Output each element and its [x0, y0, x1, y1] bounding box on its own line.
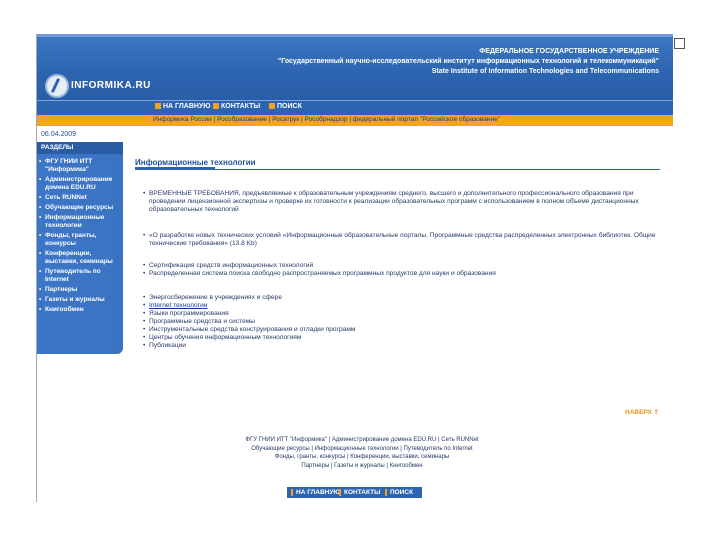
- bullet-icon: •: [143, 310, 146, 317]
- logo-text[interactable]: INFORMIKA.RU: [71, 80, 151, 91]
- sidebar-item-book-exchange[interactable]: • Книгообмен: [39, 306, 121, 314]
- current-date: 06.04.2009: [41, 131, 77, 138]
- header-topline: [37, 34, 673, 37]
- list-item[interactable]: [143, 294, 282, 302]
- nav-search-link[interactable]: [269, 103, 302, 110]
- sidebar-item-learning-resources[interactable]: • Обучающие ресурсы: [39, 204, 121, 212]
- bullet-icon: •: [143, 302, 146, 309]
- bullet-icon: •: [143, 318, 146, 325]
- up-arrow-icon: ⇑: [653, 409, 660, 416]
- bottom-nav-home[interactable]: НА ГЛАВНУЮ: [291, 489, 340, 496]
- sidebar-item-journals[interactable]: • Газеты и журналы: [39, 296, 121, 304]
- title-divider: [135, 169, 660, 170]
- list-item[interactable]: [143, 270, 659, 278]
- sidebar-menu: [39, 158, 121, 316]
- partner-links[interactable]: Информика России | Рособразование | Росатрук | Рособрнадзор | федеральный портал "Российское образование": [153, 116, 501, 123]
- logo-icon[interactable]: [45, 74, 69, 98]
- list-item-label: Сертификация средств информационных технологий: [149, 262, 314, 269]
- bottom-nav: [287, 487, 422, 498]
- sidebar-item-it[interactable]: • Информационные технологии: [39, 214, 121, 230]
- bullet-icon: •: [143, 270, 146, 277]
- sidebar-item-grants[interactable]: • Фонды, гранты, конкурсы: [39, 232, 121, 248]
- list-item-label: Энергосбережение в учреждениях и сфере: [149, 294, 282, 301]
- nav-home-label: НА ГЛАВНУЮ: [163, 103, 211, 110]
- sidebar-item-partners[interactable]: • Партнеры: [39, 286, 121, 294]
- sidebar-item-runnet[interactable]: • Сеть RUNNet: [39, 194, 121, 202]
- portal-spec-item: [143, 232, 659, 248]
- list-item[interactable]: [143, 326, 356, 334]
- nav-home-link[interactable]: [155, 103, 211, 110]
- bullet-icon: •: [143, 190, 146, 197]
- list-item-label: Распределенная система поиска свободно распространяемых программных продуктов для науки и образования: [149, 270, 496, 277]
- top-nav: [37, 100, 673, 115]
- list-item[interactable]: [143, 262, 314, 270]
- footer-line[interactable]: Партнеры | Газеты и журналы | Книгообмен: [301, 462, 423, 469]
- list-item[interactable]: [143, 318, 256, 326]
- sidebar: [37, 142, 123, 354]
- partner-links-bar: [37, 115, 673, 126]
- list-item[interactable]: [143, 302, 208, 310]
- home-icon: [155, 103, 161, 109]
- back-to-top-label: НАВЕРХ: [625, 409, 652, 416]
- contacts-icon: [213, 103, 219, 109]
- footer-line[interactable]: Обучающие ресурсы | Информационные технологии | Путеводитель по Internet: [251, 445, 473, 452]
- bullet-icon: •: [143, 262, 146, 269]
- list-item-label: Языки программирования: [149, 310, 229, 317]
- list-item[interactable]: [143, 310, 229, 318]
- list-item-label: Центры обучения информационным технологиям: [149, 334, 302, 341]
- sidebar-item-internet-guide[interactable]: • Путеводитель по Internet: [39, 268, 121, 284]
- sidebar-item-informika[interactable]: • ФГУ ГНИИ ИТТ "Информика": [39, 158, 121, 174]
- site-header: [37, 34, 673, 100]
- back-to-top-link[interactable]: [625, 408, 659, 416]
- scrollbar-box[interactable]: [674, 38, 685, 49]
- footer-line[interactable]: Фонды, гранты, конкурсы | Конференции, выставки, семинары: [274, 454, 450, 460]
- portal-spec-link[interactable]: «О разработке новых технических условий «Информационные образовательные порталы. Программные средства распределенных электронных библиотек. Общие технические требования» (13.8 Kb): [149, 232, 656, 248]
- requirements-item: [143, 190, 659, 215]
- nav-search-label: ПОИСК: [277, 103, 302, 110]
- page-frame: [36, 34, 673, 502]
- list-item-label: Internet технологии: [149, 302, 208, 309]
- list-item-label: Инструментальные средства конструирования и отладки программ: [149, 326, 356, 333]
- sidebar-item-edu-domain[interactable]: • Администрирование домена EDU.RU: [39, 176, 121, 192]
- org-name-line1: ФЕДЕРАЛЬНОЕ ГОСУДАРСТВЕННОЕ УЧРЕЖДЕНИЕ: [479, 48, 659, 55]
- bullet-icon: •: [143, 342, 146, 349]
- footer-line[interactable]: ФГУ ГНИИ ИТТ "Информика" | Администрирование домена EDU.RU | Сеть RUNNet: [245, 437, 479, 443]
- bottom-nav-search[interactable]: ПОИСК: [385, 489, 413, 496]
- bottom-nav-contacts[interactable]: КОНТАКТЫ: [339, 489, 380, 496]
- requirements-link[interactable]: ВРЕМЕННЫЕ ТРЕБОВАНИЯ, предъявляемые к образовательным учреждениям среднего, высшего и дополнительного профессионального образования при проведении лицензионной экспертизы и проверке их готовности к реализации образовательных программ с использованием в полном объеме дистанционных образовательных технологий: [149, 190, 639, 214]
- list-item-label: Программные средства и системы: [149, 318, 256, 325]
- bullet-icon: •: [143, 294, 146, 301]
- sidebar-item-conferences[interactable]: • Конференции, выставки, семинары: [39, 250, 121, 266]
- bullet-icon: •: [143, 232, 146, 239]
- bullet-icon: •: [143, 326, 146, 333]
- footer-links: [197, 436, 527, 470]
- list-item[interactable]: [143, 334, 302, 342]
- org-name-line3: State Institute of Information Technologies and Telecommunications: [431, 68, 659, 75]
- nav-contacts-label: КОНТАКТЫ: [221, 103, 261, 110]
- bullet-icon: •: [143, 334, 146, 341]
- org-name-line2: "Государственный научно-исследовательский институт информационных технологий и телекоммуникаций": [277, 58, 659, 65]
- nav-contacts-link[interactable]: [213, 103, 260, 110]
- list-item[interactable]: [143, 342, 186, 350]
- sidebar-title: РАЗДЕЛЫ: [37, 142, 123, 154]
- list-item-label: Публикации: [149, 342, 186, 349]
- search-icon: [269, 103, 275, 109]
- page-title: Информационные технологии: [135, 158, 256, 167]
